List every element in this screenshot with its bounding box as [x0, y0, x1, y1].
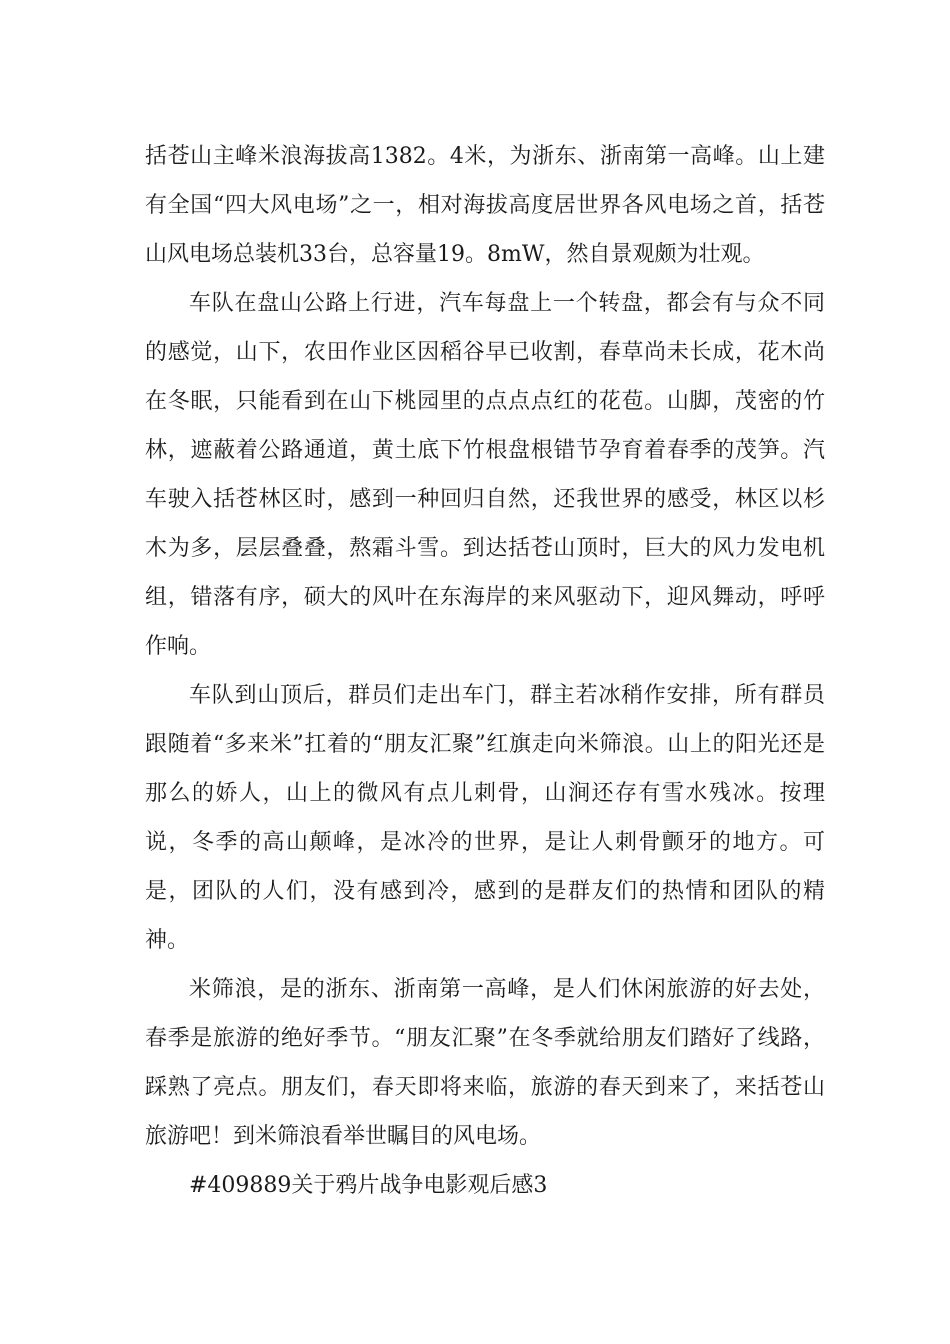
document-body — [145, 132, 825, 1210]
paragraph-2: 车队在盘山公路上行进，汽车每盘上一个转盘，都会有与众不同的感觉，山下，农田作业区因稻谷早已收割，春草尚未长成，花木尚在冬眠，只能看到在山下桃园里的点点点红的花苞。山脚，茂密的竹林，遮蔽着公路通道，黄土底下竹根盘根错节孕育着春季的茂笋。汽车驶入括苍林区时，感到一种回归自然，还我世界的感受，林区以杉木为多，层层叠叠，熬霜斗雪。到达括苍山顶时，巨大的风力发电机组，错落有序，硕大的风叶在东海岸的来风驱动下，迎风舞动，呼呼作响。 — [145, 291, 825, 659]
section-heading: #409889关于鸦片战争电影观后感3 — [189, 1173, 548, 1198]
paragraph-4: 米筛浪，是的浙东、浙南第一高峰，是人们休闲旅游的好去处，春季是旅游的绝好季节。“朋友汇聚”在冬季就给朋友们踏好了线路，踩熟了亮点。朋友们，春天即将来临，旅游的春天到来了，来括苍山旅游吧！到米筛浪看举世瞩目的风电场。 — [145, 977, 825, 1149]
paragraph-1: 括苍山主峰米浪海拔高1382。4米，为浙东、浙南第一高峰。山上建有全国“四大风电场”之一，相对海拔高度居世界各风电场之首，括苍山风电场总装机33台，总容量19。8mW，然自景观颇为壮观。 — [145, 144, 825, 267]
paragraph-3: 车队到山顶后，群员们走出车门，群主若冰稍作安排，所有群员跟随着“多来米”扛着的“朋友汇聚”红旗走向米筛浪。山上的阳光还是那么的娇人，山上的微风有点儿刺骨，山涧还存有雪水残冰。按理说，冬季的高山颠峰，是冰冷的世界，是让人刺骨颤牙的地方。可是，团队的人们，没有感到冷，感到的是群友们的热情和团队的精神。 — [145, 683, 825, 953]
